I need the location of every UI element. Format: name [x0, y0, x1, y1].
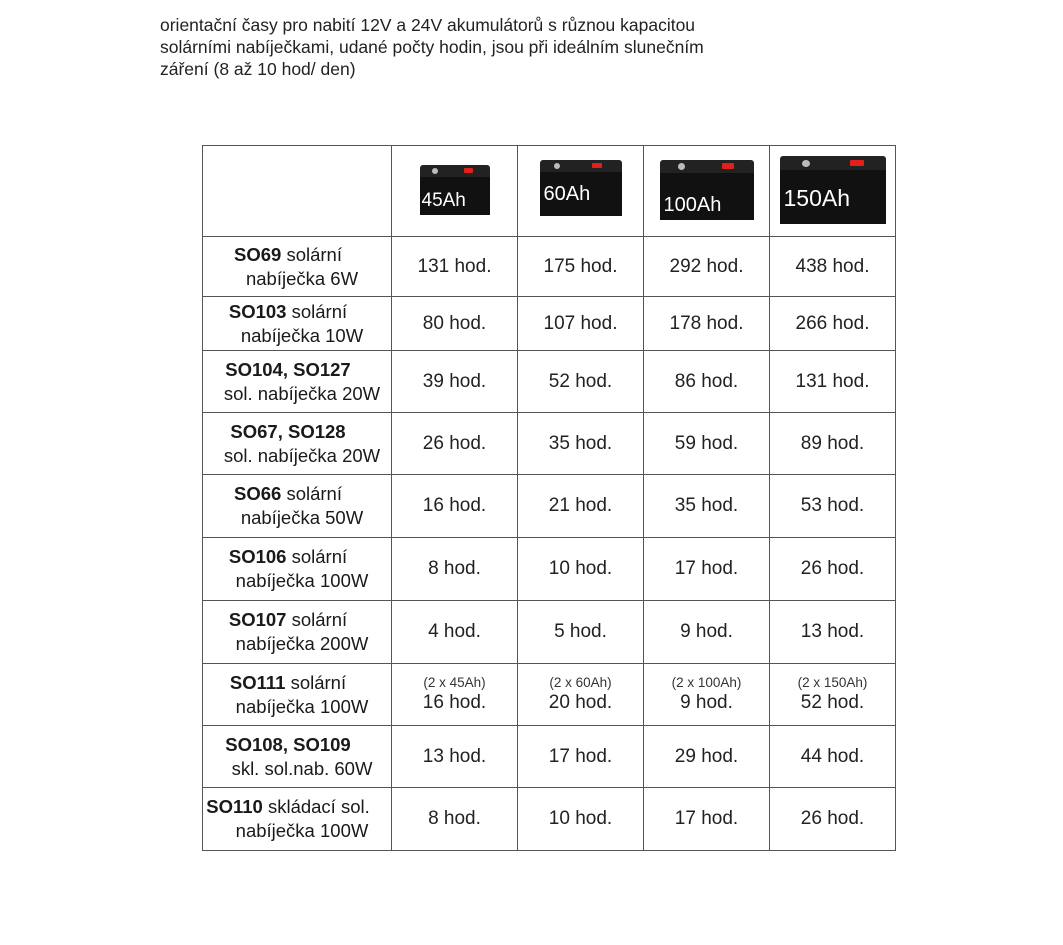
- charging-time-value: 35 hod.: [548, 432, 613, 454]
- charger-name-line1: [206, 358, 388, 382]
- charging-time-cell: [644, 475, 770, 538]
- charging-time-cell: [770, 538, 896, 601]
- charging-time-value: 52 hod.: [800, 692, 865, 713]
- table-row: [203, 237, 896, 297]
- charging-time-cell: [518, 788, 644, 851]
- charger-code: SO107: [228, 609, 287, 630]
- battery-capacity-label: 60Ah: [543, 183, 591, 205]
- charging-time-value: 9 hod.: [680, 621, 733, 642]
- table-row: [203, 297, 896, 351]
- charger-name-cell: [203, 351, 392, 413]
- charger-name: [206, 608, 388, 656]
- charger-description: nabíječka 10W: [240, 324, 364, 346]
- charger-name: [206, 795, 388, 843]
- charger-name-cell: [203, 538, 392, 601]
- charging-time-cell: [392, 351, 518, 413]
- charger-name: [206, 671, 388, 719]
- battery-config-note: (2 x 100Ah): [671, 675, 742, 690]
- charging-time-value: 17 hod.: [674, 808, 739, 829]
- charger-name-line1: [206, 243, 388, 267]
- charger-name-line1: [206, 482, 388, 506]
- charging-time-value: 89 hod.: [800, 432, 865, 454]
- charger-name: [206, 300, 388, 348]
- column-header-150ah: [770, 146, 896, 237]
- charging-time-cell: [770, 601, 896, 664]
- charging-time-value: 26 hod.: [800, 558, 865, 579]
- corner-cell: [203, 146, 392, 237]
- charging-time-cell: [392, 601, 518, 664]
- charger-name-line1: [206, 795, 388, 819]
- table-row: [203, 413, 896, 475]
- charging-time-value: 438 hod.: [795, 255, 870, 277]
- table-row: [203, 601, 896, 664]
- charger-code: SO103: [228, 300, 287, 322]
- table-row: [203, 726, 896, 788]
- charger-name-line1: [206, 300, 388, 324]
- charging-time-cell: [770, 788, 896, 851]
- charging-time-cell: [392, 788, 518, 851]
- charging-time-value: 86 hod.: [674, 370, 739, 392]
- charging-time-value: 5 hod.: [554, 621, 607, 642]
- charging-time-cell: [518, 538, 644, 601]
- battery-capacity-label: 100Ah: [663, 194, 722, 216]
- battery-icon: [420, 165, 490, 215]
- charger-type: solární: [281, 243, 342, 265]
- charging-time-cell: [392, 726, 518, 788]
- charging-time-cell: [770, 664, 896, 726]
- charger-description: sol. nabíječka 20W: [223, 444, 381, 466]
- charger-description: nabíječka 100W: [235, 820, 369, 841]
- charger-code: SO110: [206, 796, 263, 817]
- charger-name: [206, 482, 388, 530]
- charging-time-value: 29 hod.: [674, 745, 739, 767]
- charger-name: [206, 358, 388, 406]
- charging-time-cell: [392, 413, 518, 475]
- charging-time-value: 10 hod.: [548, 808, 613, 829]
- charging-time-value: 266 hod.: [795, 312, 870, 334]
- charger-name-cell: [203, 664, 392, 726]
- intro-line: solárními nabíječkami, udané počty hodin, jsou při ideálním slunečním: [160, 37, 704, 57]
- table-row: [203, 788, 896, 851]
- charging-time-cell: [518, 664, 644, 726]
- charging-time-cell: [770, 351, 896, 413]
- charging-time-value: 53 hod.: [800, 495, 865, 516]
- table-body: [203, 237, 896, 851]
- battery-capacity-label: 150Ah: [783, 185, 851, 211]
- charger-name-cell: [203, 601, 392, 664]
- charger-type: solární: [286, 609, 348, 630]
- charging-time-value: 20 hod.: [548, 692, 613, 713]
- charger-name: [206, 243, 388, 291]
- charger-name-cell: [203, 788, 392, 851]
- charger-name-line1: [206, 733, 388, 757]
- charging-time-cell: [518, 475, 644, 538]
- charging-time-cell: [392, 237, 518, 297]
- charging-time-value: 175 hod.: [543, 255, 618, 277]
- charging-time-value: 26 hod.: [800, 808, 865, 829]
- charging-time-cell: [518, 297, 644, 351]
- charger-type: solární: [281, 483, 342, 504]
- charging-time-cell: [392, 475, 518, 538]
- charging-time-value: 8 hod.: [428, 558, 481, 579]
- charging-time-cell: [518, 601, 644, 664]
- charger-description: nabíječka 100W: [235, 695, 369, 717]
- charger-name: [206, 733, 388, 781]
- charging-time-cell: [770, 297, 896, 351]
- charger-code: SO67, SO128: [230, 420, 346, 442]
- charging-time-value: 13 hod.: [800, 621, 865, 642]
- charger-code: SO111: [229, 671, 286, 693]
- charging-time-cell: [392, 664, 518, 726]
- charging-time-value: 13 hod.: [422, 745, 487, 767]
- table-row: [203, 351, 896, 413]
- charging-time-value: 17 hod.: [674, 558, 739, 579]
- charging-time-value: 35 hod.: [674, 495, 739, 516]
- charger-name-line1: [206, 608, 388, 632]
- charging-time-value: 17 hod.: [548, 745, 613, 767]
- charging-time-value: 107 hod.: [543, 312, 618, 334]
- charging-time-value: 80 hod.: [422, 312, 487, 334]
- charging-time-value: 26 hod.: [422, 432, 487, 454]
- battery-config-note: (2 x 60Ah): [549, 675, 612, 690]
- charging-time-cell: [770, 475, 896, 538]
- charger-description: nabíječka 50W: [240, 507, 364, 528]
- charging-time-value: 59 hod.: [674, 432, 739, 454]
- charging-time-cell: [644, 664, 770, 726]
- charger-code: SO104, SO127: [225, 358, 351, 380]
- charging-time-value: 44 hod.: [800, 745, 865, 767]
- charging-time-cell: [644, 788, 770, 851]
- charging-time-cell: [392, 297, 518, 351]
- charger-type: skládací sol.: [262, 796, 370, 817]
- charging-time-cell: [770, 237, 896, 297]
- column-header-100ah: [644, 146, 770, 237]
- charger-code: SO69: [234, 243, 282, 265]
- charging-time-cell: [644, 297, 770, 351]
- table-row: [203, 664, 896, 726]
- battery-icon: [780, 156, 886, 224]
- charging-time-cell: [770, 726, 896, 788]
- charger-type: solární: [286, 546, 348, 567]
- charger-description: sol. nabíječka 20W: [223, 382, 381, 404]
- charger-code: SO108, SO109: [225, 733, 351, 755]
- charging-time-cell: [644, 413, 770, 475]
- charging-time-value: 4 hod.: [428, 621, 481, 642]
- charging-time-value: 292 hod.: [669, 255, 744, 277]
- charger-name: [206, 545, 388, 593]
- charging-time-value: 178 hod.: [669, 312, 744, 334]
- charging-time-cell: [518, 351, 644, 413]
- charger-name-cell: [203, 413, 392, 475]
- charger-description: nabíječka 6W: [245, 267, 359, 289]
- charger-name: [206, 420, 388, 468]
- charger-description: nabíječka 200W: [235, 633, 369, 654]
- charger-description: nabíječka 100W: [235, 570, 369, 591]
- intro-text: [160, 14, 860, 80]
- charger-type: solární: [285, 671, 347, 693]
- charger-name-line1: [206, 545, 388, 569]
- charger-name-cell: [203, 297, 392, 351]
- charging-time-cell: [518, 413, 644, 475]
- battery-icon: [540, 160, 622, 216]
- battery-icon: [660, 160, 754, 220]
- charging-time-cell: [392, 538, 518, 601]
- charging-time-cell: [644, 726, 770, 788]
- header-row: [203, 146, 896, 237]
- charging-time-value: 16 hod.: [422, 692, 487, 713]
- charging-time-value: 39 hod.: [422, 370, 487, 392]
- charger-name-cell: [203, 726, 392, 788]
- table-row: [203, 475, 896, 538]
- charging-time-value: 10 hod.: [548, 558, 613, 579]
- battery-config-note: (2 x 45Ah): [423, 675, 486, 690]
- charging-time-cell: [518, 726, 644, 788]
- table-row: [203, 538, 896, 601]
- charger-name-cell: [203, 475, 392, 538]
- charging-time-value: 131 hod.: [795, 370, 870, 392]
- charging-time-value: 21 hod.: [548, 495, 613, 516]
- charging-time-cell: [644, 351, 770, 413]
- charging-times-table: [202, 145, 896, 851]
- charger-type: solární: [286, 300, 348, 322]
- charger-name-line1: [206, 420, 388, 444]
- charging-time-value: 52 hod.: [548, 370, 613, 392]
- charging-time-value: 8 hod.: [428, 808, 481, 829]
- charging-time-value: 9 hod.: [680, 692, 733, 713]
- intro-line: orientační časy pro nabití 12V a 24V akumulátorů s různou kapacitou: [160, 15, 696, 35]
- charging-time-cell: [644, 237, 770, 297]
- charging-time-cell: [770, 413, 896, 475]
- charger-code: SO66: [234, 483, 282, 504]
- charger-name-line1: [206, 671, 388, 695]
- charger-code: SO106: [228, 546, 287, 567]
- battery-capacity-label: 45Ah: [421, 190, 466, 211]
- battery-config-note: (2 x 150Ah): [797, 675, 868, 690]
- charging-time-value: 16 hod.: [422, 495, 487, 516]
- intro-line: záření (8 až 10 hod/ den): [160, 59, 356, 79]
- charging-time-value: 131 hod.: [417, 255, 492, 277]
- charger-description: skl. sol.nab. 60W: [231, 757, 373, 779]
- charging-time-cell: [518, 237, 644, 297]
- charging-time-cell: [644, 538, 770, 601]
- charging-time-cell: [644, 601, 770, 664]
- column-header-60ah: [518, 146, 644, 237]
- column-header-45ah: [392, 146, 518, 237]
- charger-name-cell: [203, 237, 392, 297]
